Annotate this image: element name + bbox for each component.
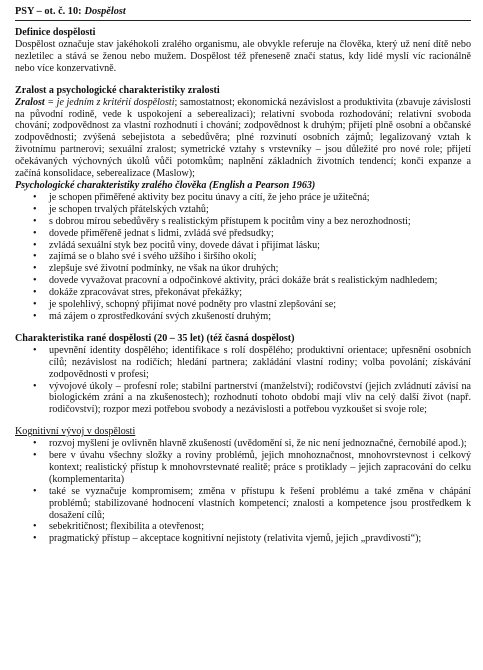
bullet-icon: • bbox=[33, 438, 37, 450]
list-item: • dokáže zpracovávat stres, překonávat překážky; bbox=[33, 287, 243, 299]
zralost-emphasis: = je jedním z kritérií dospělosti bbox=[44, 96, 175, 108]
kognitivni-list bbox=[15, 438, 471, 545]
bullet-icon: • bbox=[33, 485, 37, 497]
bullet-icon: • bbox=[33, 533, 37, 545]
header-topic: PSY – ot. č. 10: bbox=[15, 6, 82, 17]
list-item: • rozvoj myšlení je ovlivněn hlavně zkušeností (uvědomění si, že nic není jednoznačné, černobílé apod.); bbox=[33, 438, 467, 450]
bullet-icon: • bbox=[33, 239, 37, 251]
page-header bbox=[15, 6, 471, 21]
bullet-icon: • bbox=[33, 287, 37, 299]
list-item: • sebekritičnost; flexibilita a otevřenost; bbox=[33, 521, 205, 533]
bullet-icon: • bbox=[33, 227, 37, 239]
list-item: • má zájem o zprostředkování svých zkušeností druhým; bbox=[33, 310, 272, 322]
definice-paragraph: Dospělost označuje stav jakéhokoli zralého organismu, ale obvykle referuje na člověka, který už není dítě nebo nezletilec a stává se ženou nebo mužem. Dospělost též přeneseně značí status, kdy lidé myslí víc racionálně nebo více konzervativně. bbox=[15, 39, 471, 74]
header-title: Dospělost bbox=[84, 6, 126, 17]
bullet-icon: • bbox=[33, 450, 37, 462]
bullet-icon: • bbox=[33, 263, 37, 275]
zralost-text: ; samostatnost; ekonomická nezávislost a produktivita (zbavuje závislosti na původní rodině, vede k uspokojení a seberealizaci); relativní svoboda rozhodování; relativní svoboda chování; zodpovědnost za vlastní rozhodnutí i chování; zodpovědnost k druhým; přijetí plně osobní a občanské zodpovědnosti; zvýšená sebejistota a sebedůvěra; plné rozvinutí osobních zájmů; legalizovaný vztah k životnímu partnerovi; sexuální zralost; symetrické vztahy s vrstevníky – jsou důležité pro nové role; přijetí očekávaných výchovných úkolů vůči potomkům; naplnění základních životních tendencí; konči expanze a začíná konsolidace, seberealizace (Maslow); bbox=[15, 96, 471, 180]
bullet-icon: • bbox=[33, 521, 37, 533]
list-item: • pragmatický přístup – akceptace kognitivní nejistoty (relativita vjemů, jejich „pravdivosti“); bbox=[33, 533, 422, 545]
bullet-icon: • bbox=[33, 251, 37, 263]
rana-list bbox=[15, 345, 471, 416]
list-item: • je schopen přiměřené aktivity bez pocitu únavy a cítí, že jeho práce je užitečná; bbox=[33, 191, 370, 203]
bullet-icon: • bbox=[33, 299, 37, 311]
section-title-kognitivni-vyvoj bbox=[15, 426, 471, 438]
list-item: • je spolehlivý, schopný přijímat nové podněty pro vlastní zlepšování se; bbox=[33, 299, 337, 311]
bullet-icon: • bbox=[33, 203, 37, 215]
bullet-icon: • bbox=[33, 275, 37, 287]
bullet-icon: • bbox=[33, 191, 37, 203]
list-item: • zajímá se o blaho své i svého užšího i širšího okolí; bbox=[33, 251, 257, 263]
list-item: • je schopen trvalých přátelských vztahů; bbox=[33, 203, 209, 215]
bullet-icon: • bbox=[33, 310, 37, 322]
bullet-icon: • bbox=[33, 344, 37, 356]
list-item: • dovede vyvažovat pracovní a odpočinkové aktivity, práci dokáže brát s realistickým nadhledem; bbox=[33, 275, 438, 287]
bullet-icon: • bbox=[33, 380, 37, 392]
zralost-label: Zralost bbox=[15, 96, 45, 108]
list-item: • také se vyznačuje kompromisem; změna v přístupu k řešení problému a také změna v chápání problémů; stabilizované hodnocení vlastních kompetencí; znalosti a kompetence jsou prostředkem k dosažení cílů; bbox=[33, 485, 471, 521]
list-item: • vývojové úkoly – profesní role; stabilní partnerství (manželství); rodičovství (jejich zvládnutí závisí na biologickém zrání a na zkušenostech); rozhodnutí tohoto období mají vliv na celý další život (např. rodičovství); rozpor mezi potřebou svobody a nezávislosti a potřebou vyzkoušet si svoje role; bbox=[33, 380, 471, 416]
zralost-list bbox=[15, 192, 471, 323]
list-item: • dovede přiměřeně jednat s lidmi, zvládá své předsudky; bbox=[33, 227, 274, 239]
section-title-rana-dospelost: Charakteristika rané dospělosti (20 – 35 let) (též časná dospělost) bbox=[15, 332, 295, 344]
list-item: • zlepšuje své životní podmínky, ne však na úkor druhých; bbox=[33, 263, 279, 275]
list-item: • zvládá sexuální styk bez pocitů viny, dovede dávat i přijímat lásku; bbox=[33, 239, 320, 251]
section-title-definice: Definice dospělosti bbox=[15, 27, 96, 39]
zralost-paragraph bbox=[15, 97, 471, 180]
kognitivni-title-text: Kognitivní vývoj v dospělosti bbox=[15, 426, 136, 438]
list-item: • bere v úvahu všechny složky a roviny problémů, jejich mnohoznačnost, mnohovrstevnost i celkový kontext; realistický přístup k mnohovrstevnaté realitě; práce s protiklady – jejich zapracování do celku (komplementarita) bbox=[33, 450, 471, 485]
list-item: • upevnění identity dospělého; identifikace s rolí dospělého; produktivní orientace; upřesnění osobních cílů; nezávislost na rodičích; hledání partnera; zakládání vlastní rodiny; volba povolání; získávání zodpovědnosti v profesi; bbox=[33, 344, 471, 380]
subsection-title-charakteristiky: Psychologické charakteristiky zralého člověka (English a Pearson 1963) bbox=[15, 180, 316, 192]
bullet-icon: • bbox=[33, 215, 37, 227]
list-item: • s dobrou mírou sebedůvěry s realistickým přístupem k pocitům viny a bez nerozhodnosti; bbox=[33, 215, 411, 227]
section-title-zralost: Zralost a psychologické charakteristiky zralosti bbox=[15, 84, 220, 96]
